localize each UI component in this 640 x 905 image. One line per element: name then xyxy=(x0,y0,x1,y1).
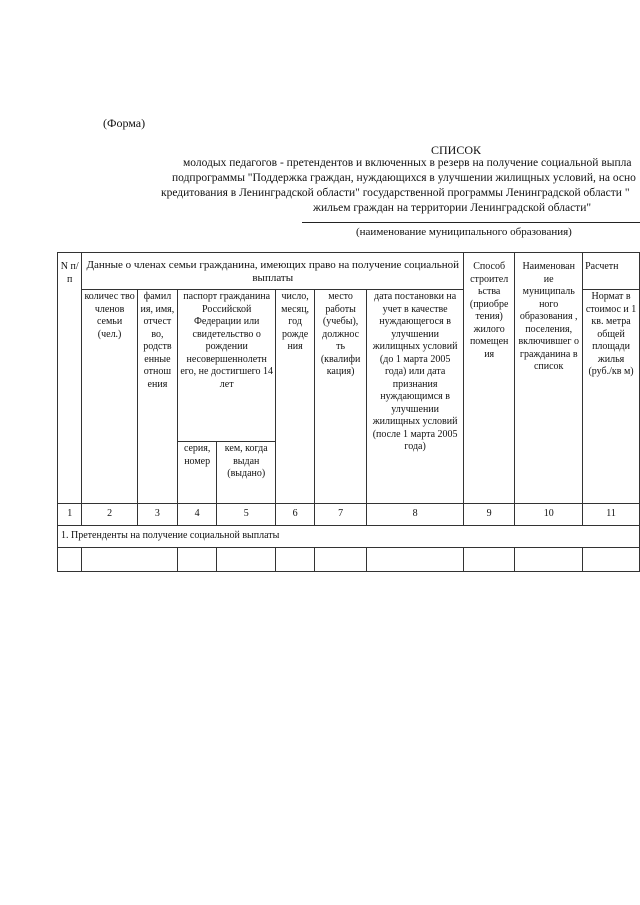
col-name-header: фамил ия, имя, отчест во, родств енные отнош ения xyxy=(137,290,177,504)
col-count-header: количес тво членов семьи (чел.) xyxy=(82,290,137,504)
table-cell xyxy=(515,548,583,572)
table-cell xyxy=(464,548,515,572)
col-number-8: 8 xyxy=(367,504,464,526)
col-n-header: N п/п xyxy=(58,253,82,504)
col-number-5: 5 xyxy=(217,504,276,526)
col-passport-header: паспорт гражданина Российской Федерации или свидетельство о рождении несовершеннолетн его, не достигшего 14 лет xyxy=(178,290,276,442)
col-date-header: дата постановки на учет в качестве нуждающегося в улучшении жилищных условий (до 1 марта 2005 года) или дата признания нуждающимся в улучшении жилищных условий (после 1 марта 2005 года) xyxy=(367,290,464,504)
col-number-1: 1 xyxy=(58,504,82,526)
col-municipality-header: Наименован ие муниципаль ного образования , поселения, включившег о гражданина в список xyxy=(515,253,583,504)
table-cell xyxy=(178,548,217,572)
municipality-label: (наименование муниципального образования) xyxy=(356,226,572,238)
col-number-9: 9 xyxy=(464,504,515,526)
document-title: СПИСОК xyxy=(431,143,482,157)
empty-row xyxy=(58,548,640,572)
col-method-header: Способ строител ьства (приобре тения) жилого помещен ия xyxy=(464,253,515,504)
col-number-7: 7 xyxy=(314,504,366,526)
col-number-11: 11 xyxy=(583,504,640,526)
table-cell xyxy=(58,548,82,572)
table-cell xyxy=(367,548,464,572)
col-birth-header: число, месяц, год рожде ния xyxy=(276,290,315,504)
col-issued-header: кем, когда выдан (выдано) xyxy=(217,442,276,504)
section-applicants: 1. Претенденты на получение социальной выплаты xyxy=(58,526,640,548)
table-cell xyxy=(314,548,366,572)
applicants-table xyxy=(57,252,640,572)
table-cell xyxy=(583,548,640,572)
table-cell xyxy=(217,548,276,572)
col-series-header: серия, номер xyxy=(178,442,217,504)
col-number-2: 2 xyxy=(82,504,137,526)
col-number-10: 10 xyxy=(515,504,583,526)
col-number-6: 6 xyxy=(276,504,315,526)
table-cell xyxy=(276,548,315,572)
form-label: (Форма) xyxy=(103,116,146,130)
col-norm-header: Нормат в стоимос и 1 кв. метра общей площади жилья (руб./кв м) xyxy=(583,290,640,504)
col-number-3: 3 xyxy=(137,504,177,526)
subtitle-line-4: жильем граждан на территории Ленинградской области" xyxy=(313,202,592,214)
col-calc-header: Расчетн xyxy=(583,253,640,290)
subtitle-line-2: подпрограммы "Поддержка граждан, нуждающихся в улучшении жилищных условий, на осно xyxy=(172,172,636,184)
family-data-header: Данные о членах семьи гражданина, имеющих право на получение социальной выплаты xyxy=(82,253,464,290)
subtitle-line-3: кредитования в Ленинградской области" государственной программы Ленинградской области " xyxy=(161,187,630,199)
table-cell xyxy=(82,548,178,572)
col-number-4: 4 xyxy=(178,504,217,526)
subtitle-line-1: молодых педагогов - претендентов и включенных в резерв на получение социальной выпла xyxy=(183,157,632,169)
municipality-underline xyxy=(302,222,640,223)
col-work-header: место работы (учебы), должнос ть (квалифи кация) xyxy=(314,290,366,504)
